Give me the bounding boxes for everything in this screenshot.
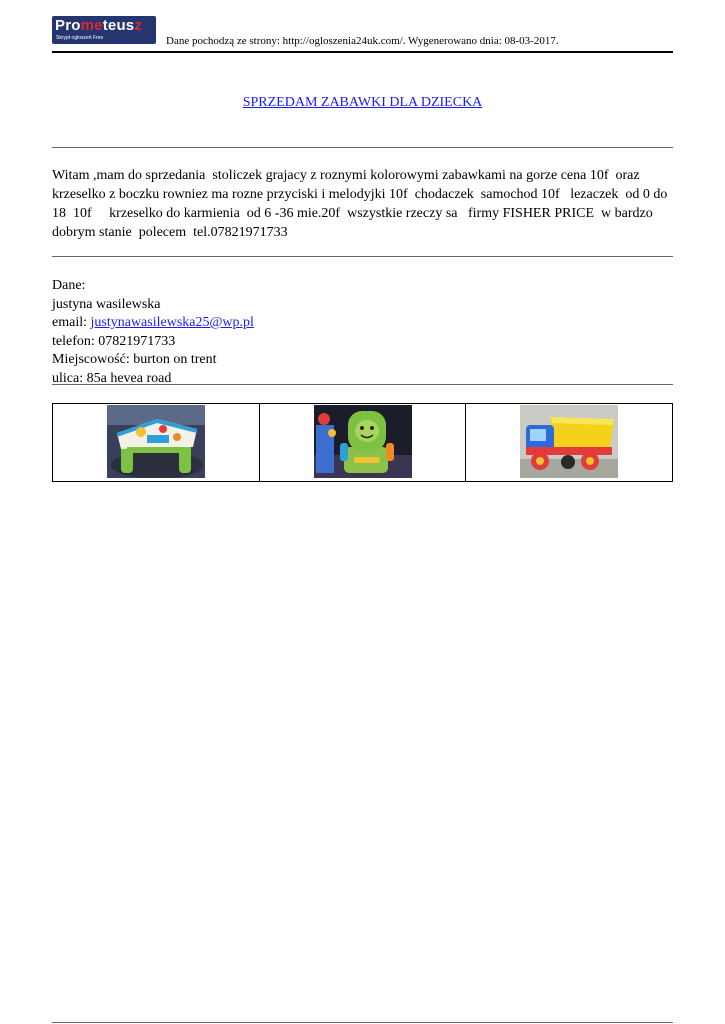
contact-street-row xyxy=(52,370,254,389)
street-value: 85a hevea road xyxy=(86,370,172,386)
photo-cell xyxy=(466,404,672,481)
title-divider xyxy=(52,147,673,148)
contact-block xyxy=(52,277,254,388)
photo-cell xyxy=(53,404,260,481)
source-note: Dane pochodzą ze strony: http://ogloszenia24uk.com/. Wygenerowano dnia: 08-03-2017. xyxy=(166,35,559,47)
logo-tagline: Skrypt ogłoszeń Free xyxy=(56,35,104,41)
photo-toy-truck[interactable] xyxy=(520,405,618,478)
street-label: ulica: xyxy=(52,370,84,386)
city-value: burton on trent xyxy=(133,352,217,367)
photo-activity-table[interactable] xyxy=(107,405,205,478)
photo-learning-chair[interactable] xyxy=(314,405,412,478)
email-link[interactable]: justynawasilewska25@wp.pl xyxy=(90,315,254,330)
header-divider xyxy=(52,51,673,53)
listing-description: Witam ,mam do sprzedania stoliczek grajacy z roznymi kolorowymi zabawkami na gorze cena 10f oraz krzeselko z boczku rowniez ma rozne przyciski i melodyjki 10f chodaczek samochod 10f lezaczek od 0 do 18 10f krzeselko do karmienia od 6 -36 mie.20f wszystkie rzeczy sa firmy FISHER PRICE w bardzo dobrym stanie polecem tel.07821971733 xyxy=(52,168,671,240)
contact-divider xyxy=(52,384,673,385)
contact-name: justyna wasilewska xyxy=(52,296,161,312)
email-label: email: xyxy=(52,315,87,330)
photo-cell xyxy=(260,404,467,481)
contact-phone-row xyxy=(52,333,254,352)
city-label: Miejscowość: xyxy=(52,352,130,367)
phone-label: telefon: xyxy=(52,333,95,349)
phone-value: 07821971733 xyxy=(98,333,176,349)
contact-heading: Dane: xyxy=(52,278,86,293)
logo-wordmark: Prometeusz xyxy=(55,17,143,34)
site-logo xyxy=(52,16,156,44)
listing-title[interactable]: SPRZEDAM ZABAWKI DLA DZIECKA xyxy=(242,95,483,110)
photo-gallery xyxy=(52,403,673,482)
description-divider xyxy=(52,256,673,257)
footer-divider xyxy=(52,1022,673,1023)
contact-email-row xyxy=(52,314,254,333)
contact-city-row xyxy=(52,351,254,370)
